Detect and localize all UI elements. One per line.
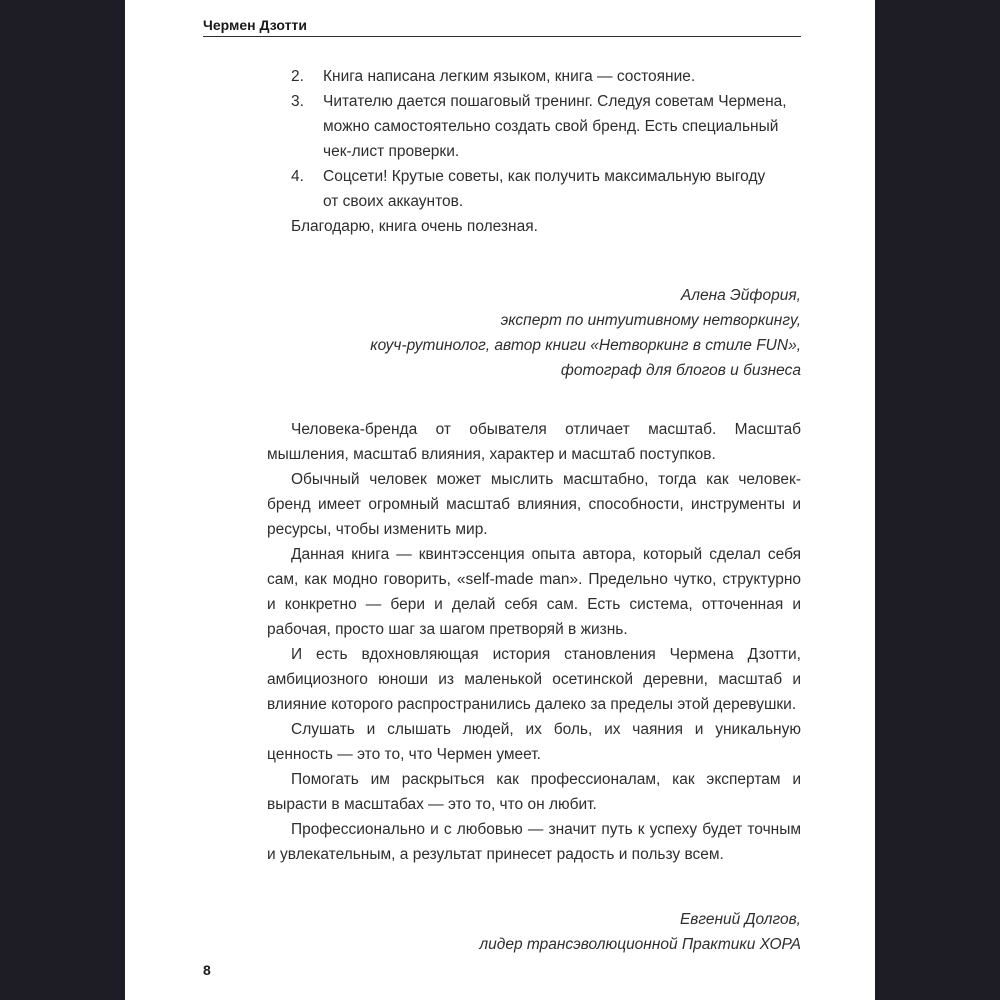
signature-line: лидер трансэволюционной Практики ХОРА xyxy=(479,936,801,953)
spacer xyxy=(267,383,801,417)
list-item-line: от своих аккаунтов. xyxy=(323,193,464,210)
list-item xyxy=(267,89,801,164)
list-item-number: 3. xyxy=(291,93,304,110)
list-item-number: 4. xyxy=(291,168,304,185)
body-paragraph: И есть вдохновляющая история становления Чермена Дзотти, амбициозного юноши из маленькой осетинской деревни, масштаб и влияние которого распространились далеко за пределы этой деревушки. xyxy=(267,646,801,713)
signature-line: коуч-рутинолог, автор книги «Нетворкинг в стиле FUN», xyxy=(370,337,801,354)
list-item-number: 2. xyxy=(291,68,304,85)
page-content xyxy=(267,64,801,957)
signature-line: фотограф для блогов и бизнеса xyxy=(560,362,801,379)
signature-evgeny xyxy=(267,907,801,957)
spacer xyxy=(267,239,801,283)
signature-line: Евгений Долгов, xyxy=(679,911,801,928)
list-item xyxy=(267,64,801,89)
list-item-line: Читателю дается пошаговый тренинг. Следуя советам Чермена, xyxy=(323,93,787,110)
review-text xyxy=(267,417,801,867)
signature-line: эксперт по интуитивному нетворкингу, xyxy=(500,312,801,329)
list-item-line: можно самостоятельно создать свой бренд. Есть специальный xyxy=(323,118,779,135)
body-paragraph: Профессионально и с любовью — значит путь к успеху будет точным и увлекательным, а результат принесет радость и пользу всем. xyxy=(267,821,801,863)
body-paragraph: Помогать им раскрыться как профессионалам, как экспертам и вырасти в масштабах — это то, что он любит. xyxy=(267,771,801,813)
book-page xyxy=(125,0,875,1000)
body-paragraph: Данная книга — квинтэссенция опыта автора, который сделал себя сам, как модно говорить, «self-made man». Предельно чутко, структурно и конкретно — бери и делай себя сам. Есть система, отточенная и рабочая, просто шаг за шагом претворяй в жизнь. xyxy=(267,546,801,638)
list-item-line: чек-лист проверки. xyxy=(323,143,460,160)
spacer xyxy=(267,867,801,907)
list-item-line: Соцсети! Крутые советы, как получить максимальную выгоду xyxy=(323,168,766,185)
running-header xyxy=(203,14,801,37)
body-paragraph: Человека-бренда от обывателя отличает масштаб. Масштаб мышления, масштаб влияния, характер и масштаб поступков. xyxy=(267,421,801,463)
page-number: 8 xyxy=(203,962,211,978)
body-paragraph: Слушать и слышать людей, их боль, их чаяния и уникальную ценность — это то, что Чермен умеет. xyxy=(267,721,801,763)
body-paragraph: Обычный человек может мыслить масштабно, тогда как человек-бренд имеет огромный масштаб влияния, способности, инструменты и ресурсы, чтобы изменить мир. xyxy=(267,471,801,538)
numbered-list xyxy=(267,64,801,214)
header-author-name: Чермен Дзотти xyxy=(203,17,307,33)
list-item-line: Книга написана легким языком, книга — состояние. xyxy=(323,68,696,85)
thanks-paragraph: Благодарю, книга очень полезная. xyxy=(291,218,538,235)
signature-line: Алена Эйфория, xyxy=(680,287,801,304)
list-item xyxy=(267,164,801,214)
signature-alena xyxy=(267,283,801,383)
